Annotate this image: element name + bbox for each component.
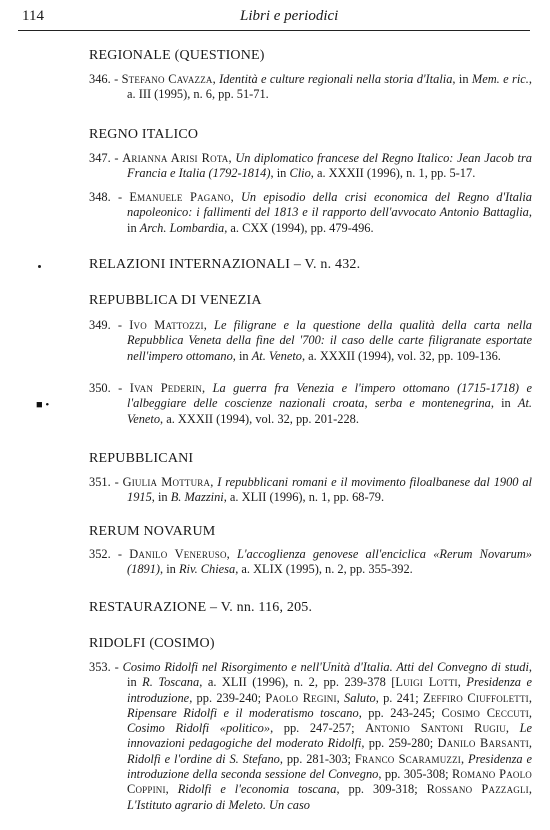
section-heading: RIDOLFI (COSIMO) <box>89 636 215 651</box>
entry-author: Giulia Mottura <box>122 475 211 489</box>
contrib-author: Cosimo Ceccuti <box>441 705 529 720</box>
entry-author: Danilo Veneruso <box>129 547 227 561</box>
entry-in: , in <box>452 72 472 86</box>
section-heading: REPUBBLICANI <box>89 451 194 466</box>
bibliography-entry: 349. - Ivo Mattozzi, Le filigrane e la questione della qualità della carta nella Repubblica Veneta della fine del '700: il caso delle carte filigranate esportate nell'impero ottomano, in At. Veneto, a. XXXII (1994), vol. 32, pp. 109-136. <box>89 318 532 363</box>
entry-title: Identità e culture regionali nella storia d'Italia <box>219 72 453 86</box>
entry-details: , a. XLII (1996), n. 2, pp. 239-378 [ <box>199 675 396 690</box>
contrib-pages: , pp. 243-245; <box>358 705 442 720</box>
margin-mark-icon: ■ • <box>36 399 50 411</box>
entry-number: 349. <box>89 318 111 332</box>
entry-number: 348. <box>89 190 111 204</box>
contrib-pages: , pp. 247-257; <box>270 721 366 736</box>
contrib-pages: , pp. 309-318; <box>336 782 427 797</box>
entry-in: , in <box>270 166 290 181</box>
entry-number: 347. <box>89 151 111 165</box>
contrib-pages: , pp. 259-280; <box>361 736 438 751</box>
entry-author: Ivo Mattozzi <box>129 318 204 332</box>
contrib-author: Rossano Pazzagli <box>426 782 529 797</box>
contrib-title: L'Istituto agrario di Meleto. Un caso <box>127 797 310 812</box>
entry-author: Emanuele Pagano <box>129 190 231 204</box>
entry-venue: Arch. Lombardia <box>139 220 225 235</box>
contrib-title: Saluto <box>344 690 376 705</box>
entry-in: , in <box>127 660 532 690</box>
contrib-pages: , p. 241; <box>375 690 423 705</box>
section-heading: REGNO ITALICO <box>89 127 199 142</box>
entry-details: , a. XXXII (1994), vol. 32, pp. 109-136. <box>301 348 501 363</box>
running-title: Libri e periodici <box>240 8 339 24</box>
entry-venue: Clio <box>289 166 311 181</box>
contrib-author: Romano Paolo Coppini <box>127 767 532 797</box>
entry-title: I repubblicani romani e il movimento filoalbanese dal 1900 al 1915 <box>127 475 532 505</box>
entry-details: , a. III (1995), n. 6, pp. 51-71. <box>127 72 532 102</box>
bibliography-entry: 353. - Cosimo Ridolfi nel Risorgimento e nell'Unità d'Italia. Atti del Convegno di studi, in R. Toscana, a. XLII (1996), n. 2, pp. 239-378 [Luigi Lotti, Presidenza e introduzione, pp. 239-240; Paolo Regini, Saluto, p. 241; Zeffiro Ciuffoletti, Ripensare Ridolfi e il moderatismo toscano, pp. 243-245; Cosimo Ceccuti, Cosimo Ridolfi «politico», pp. 247-257; Antonio Santoni Rugiu, Le innovazioni pedagogiche del moderato Ridolfi, pp. 259-280; Danilo Barsanti, Ridolfi e l'ordine di S. Stefano, pp. 281-303; Franco Scaramuzzi, Presidenza e introduzione della seconda sessione del Convegno, pp. 305-308; Romano Paolo Coppini, Ridolfi e l'economia toscana, pp. 309-318; Rossano Pazzagli, L'Istituto agrario di Meleto. Un caso <box>89 660 533 812</box>
bibliography-entry: 352. - Danilo Veneruso, L'accoglienza genovese all'enciclica «Rerum Novarum» (1891), in Riv. Chiesa, a. XLIX (1995), n. 2, pp. 355-392. <box>89 547 532 577</box>
contrib-title: Presidenza e introduzione <box>127 675 533 705</box>
contrib-title: Cosimo Ridolfi «politico» <box>127 721 271 736</box>
entry-venue: R. Toscana <box>142 675 200 690</box>
entry-author: Stefano Cavazza <box>121 72 213 86</box>
contrib-author: Paolo Regini <box>265 690 337 705</box>
entry-number: 352. <box>89 547 111 561</box>
entry-details: , a. CXX (1994), pp. 479-496. <box>224 220 374 235</box>
entry-title: Un episodio della crisi economica del Regno d'Italia napoleonico: i fallimenti del 1813 e il rapporto dell'avvocato Antonio Battaglia <box>127 190 532 220</box>
entry-number: 351. <box>89 475 111 489</box>
contrib-title: Ripensare Ridolfi e il moderatismo toscano <box>127 705 359 720</box>
contrib-pages: , pp. 305-308; <box>378 767 453 782</box>
entry-title: La guerra fra Venezia e l'impero ottomano (1715-1718) e l'albeggiare delle coscienze nazionali croata, serba e montenegrina <box>127 381 532 411</box>
entry-in: , in <box>232 348 252 363</box>
entry-number: 346. <box>89 72 111 86</box>
page-number: 114 <box>22 8 44 24</box>
entry-venue: B. Mazzini <box>170 490 224 505</box>
bibliography-entry: 348. - Emanuele Pagano, Un episodio della crisi economica del Regno d'Italia napoleonico: i fallimenti del 1813 e il rapporto dell'avvocato Antonio Battaglia, in Arch. Lombardia, a. CXX (1994), pp. 479-496. <box>89 190 532 235</box>
contrib-title: Ridolfi e l'ordine di S. Stefano <box>127 751 280 766</box>
contrib-author: Antonio Santoni Rugiu <box>365 721 506 736</box>
entry-number: 350. <box>89 381 111 395</box>
entry-author: Ivan Pederin <box>129 381 202 395</box>
contrib-author: Luigi Lotti <box>395 675 458 690</box>
entry-in: , in <box>127 205 532 235</box>
bibliography-entry: 346. - Stefano Cavazza, Identità e culture regionali nella storia d'Italia, in Mem. e ric., a. III (1995), n. 6, pp. 51-71. <box>89 72 532 102</box>
bibliography-entry: 347. - Arianna Arisi Rota, Un diplomatico francese del Regno Italico: Jean Jacob tra Francia e Italia (1792-1814), in Clio, a. XXXII (1996), n. 1, pp. 5-17. <box>89 151 532 181</box>
entry-in: , in <box>151 490 171 505</box>
entry-title: Le filigrane e la questione della qualità della carta nella Repubblica Veneta della fine del '700: il caso delle carte filigranate esportate nell'impero ottomano <box>127 318 532 363</box>
contrib-author: Franco Scaramuzzi <box>354 751 461 766</box>
entry-details: , a. XLII (1996), n. 1, pp. 68-79. <box>223 490 385 505</box>
bibliography-entry: 351. - Giulia Mottura, I repubblicani romani e il movimento filoalbanese dal 1900 al 1915, in B. Mazzini, a. XLII (1996), n. 1, pp. 68-79. <box>89 475 532 505</box>
contrib-pages: , pp. 239-240; <box>189 690 266 705</box>
contrib-pages: , pp. 281-303; <box>279 751 355 766</box>
entry-details: , a. XLIX (1995), n. 2, pp. 355-392. <box>235 562 413 577</box>
entry-details: , a. XXXII (1996), n. 1, pp. 5-17. <box>310 166 476 181</box>
bibliography-entry: 350. - Ivan Pederin, La guerra fra Venezia e l'impero ottomano (1715-1718) e l'albeggiare delle coscienze nazionali croata, serba e montenegrina, in At. Veneto, a. XXXII (1994), vol. 32, pp. 201-228. <box>89 381 532 426</box>
page-header <box>0 8 550 34</box>
entry-venue: At. Veneto <box>127 396 532 426</box>
section-heading: RERUM NOVARUM <box>89 524 216 539</box>
entry-title: L'accoglienza genovese all'enciclica «Rerum Novarum» (1891) <box>127 547 532 577</box>
entry-title: Cosimo Ridolfi nel Risorgimento e nell'Unità d'Italia. Atti del Convegno di studi <box>122 660 529 674</box>
section-heading: RESTAURAZIONE – V. nn. 116, 205. <box>89 600 313 615</box>
entry-title: Un diplomatico francese del Regno Italico: Jean Jacob tra Francia e Italia (1792-1814) <box>127 151 532 181</box>
contrib-author: Zeffiro Ciuffoletti <box>422 690 529 705</box>
entry-in: , in <box>490 396 518 411</box>
entry-details: , a. XXXII (1994), vol. 32, pp. 201-228. <box>160 411 359 426</box>
entry-venue: Mem. e ric. <box>471 72 529 86</box>
entry-author: Arianna Arisi Rota <box>122 151 229 165</box>
entry-venue: At. Veneto <box>251 348 302 363</box>
contrib-title: Presidenza e introduzione della seconda sessione del Convegno <box>127 751 533 782</box>
entry-number: 353. <box>89 660 111 674</box>
section-heading: RELAZIONI INTERNAZIONALI – V. n. 432. <box>89 257 361 272</box>
section-heading: REGIONALE (QUESTIONE) <box>89 48 265 63</box>
entry-venue: Riv. Chiesa <box>178 562 236 577</box>
section-heading: REPUBBLICA DI VENEZIA <box>89 293 262 308</box>
contrib-title: Ridolfi e l'economia toscana <box>177 782 337 797</box>
margin-bullet <box>38 265 41 268</box>
contrib-author: Danilo Barsanti <box>437 736 529 751</box>
header-rule <box>18 30 530 31</box>
entry-in: , in <box>160 562 179 577</box>
contrib-title: Le innovazioni pedagogiche del moderato Ridolfi <box>127 721 532 751</box>
